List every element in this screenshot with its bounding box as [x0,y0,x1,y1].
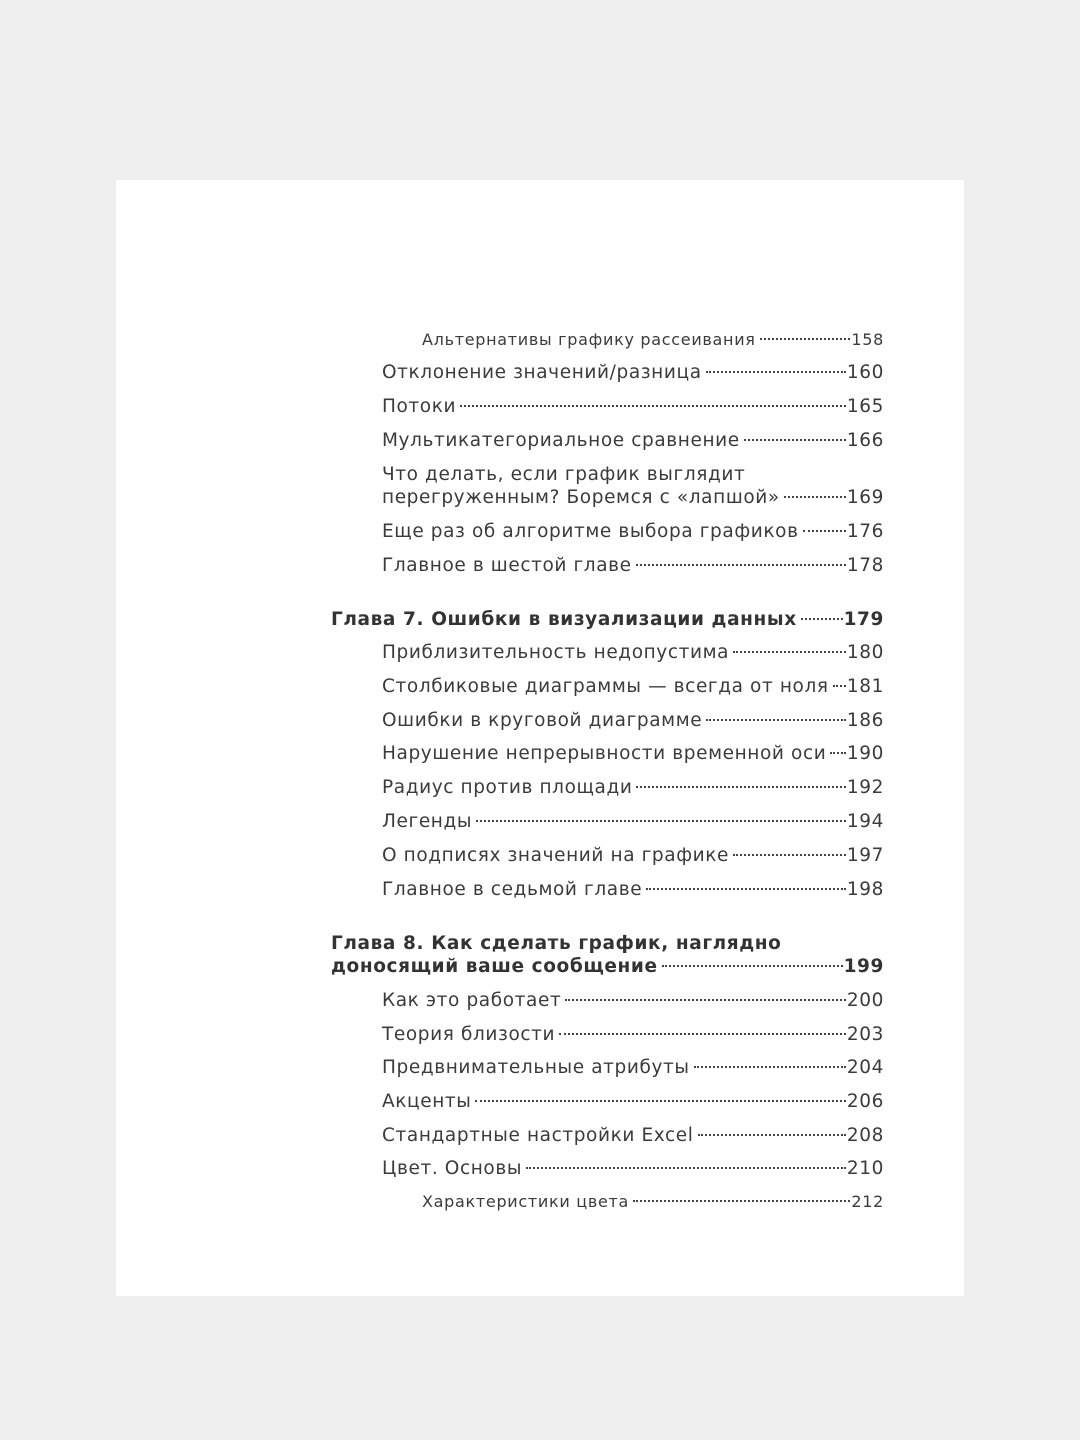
toc-entry-title-line2: перегруженным? Боремся с «лапшой» [382,487,780,508]
toc-entry [382,989,884,1012]
dot-leader [784,496,846,498]
toc-entry [382,361,884,384]
toc-entry-title: Стандартные настройки Excel [382,1125,694,1146]
toc-entry [382,1090,884,1113]
toc-entry-page: 166 [846,430,884,451]
toc-entry [382,1056,884,1079]
toc-entry-title: Главное в шестой главе [382,555,632,576]
toc-entry-page: 158 [851,330,884,349]
toc-entry-page: 190 [846,743,884,764]
toc-entry-page: 178 [846,555,884,576]
dot-leader [733,651,846,653]
chapter-title: Глава 7. Ошибки в визуализации данных [331,609,797,630]
toc-entry-page: 192 [846,777,884,798]
toc-entry-title: Цвет. Основы [382,1158,523,1179]
toc-entry-title: Теория близости [382,1024,556,1045]
toc-entry-page: 197 [846,845,884,866]
dot-leader [636,786,845,788]
dot-leader [646,888,846,890]
toc-entry-title: Потоки [382,396,457,417]
toc-entry [382,554,884,577]
toc-entry [382,395,884,418]
toc-entry-page: 194 [846,811,884,832]
toc-entry-title: Ошибки в круговой диаграмме [382,710,703,731]
dot-leader [706,371,846,373]
toc-entry-page: 204 [846,1057,884,1078]
toc-entry [382,844,884,867]
dot-leader [706,719,846,721]
dot-leader [460,405,846,407]
dot-leader [476,820,846,822]
toc-entry-page: 208 [846,1125,884,1146]
toc-entry-page: 180 [846,642,884,663]
toc-entry-title: Акценты [382,1091,472,1112]
toc-entry [382,878,884,901]
toc-entry-title: Предвнимательные атрибуты [382,1057,690,1078]
toc-entry-title: Легенды [382,811,473,832]
toc-entry-page: 210 [846,1158,884,1179]
dot-leader [698,1134,846,1136]
toc-entry [382,810,884,833]
dot-leader [744,439,846,441]
toc-entry-title: Нарушение непрерывности временной оси [382,743,827,764]
toc-entry [382,1023,884,1046]
toc-entry-title: Характеристики цвета [422,1192,630,1211]
toc-entry-page: 198 [846,879,884,900]
toc-entry-title: О подписях значений на графике [382,845,730,866]
toc-entry-title: Приблизительность недопустима [382,642,730,663]
toc-entry-page: 186 [846,710,884,731]
toc-entry [382,675,884,698]
toc-entry [382,463,884,509]
chapter-title-line2: доносящий ваше сообщение [331,956,658,977]
book-page [116,180,964,1296]
chapter-title-line1: Глава 8. Как сделать график, наглядно [331,933,782,954]
toc-entry [382,1157,884,1180]
dot-leader [694,1066,846,1068]
dot-leader [559,1033,846,1035]
dot-leader [833,685,846,687]
toc-entry-page: 206 [846,1091,884,1112]
toc-entry-title: Еще раз об алгоритме выбора графиков [382,521,799,542]
toc-entry [382,641,884,664]
toc-entry-page: 212 [851,1192,884,1211]
toc-entry [382,742,884,765]
toc-entry-page: 203 [846,1024,884,1045]
toc-entry [382,709,884,732]
toc-entry [382,429,884,452]
toc-entry-page: 176 [846,521,884,542]
toc-entry-title-line1: Что делать, если график выглядит [382,464,746,485]
dot-leader [475,1100,845,1102]
toc-entry-title: Главное в седьмой главе [382,879,643,900]
toc-entry-page: 200 [846,990,884,1011]
table-of-contents [116,180,964,1296]
dot-leader [801,618,843,620]
dot-leader [830,752,846,754]
dot-leader [803,530,846,532]
toc-entry [422,1190,884,1213]
dot-leader [636,564,846,566]
toc-entry-title: Как это работает [382,990,562,1011]
toc-entry [382,520,884,543]
toc-entry-title: Мультикатегориальное сравнение [382,430,740,451]
toc-entry-title: Столбиковые диаграммы — всегда от ноля [382,676,829,697]
toc-entry [382,776,884,799]
toc-chapter-8 [331,932,884,978]
dot-leader [733,854,846,856]
toc-entry-page: 181 [846,676,884,697]
dot-leader [633,1200,850,1202]
toc-entry-page: 169 [846,487,884,508]
toc-entry-title: Радиус против площади [382,777,633,798]
toc-entry-page: 160 [846,362,884,383]
toc-entry-title: Альтернативы графику рассеивания [422,330,756,349]
dot-leader [760,338,851,340]
dot-leader [526,1167,846,1169]
dot-leader [662,965,843,967]
dot-leader [565,999,846,1001]
toc-entry-title: Отклонение значений/разница [382,362,702,383]
toc-entry-page: 165 [846,396,884,417]
chapter-page: 199 [843,956,884,977]
chapter-page: 179 [843,609,884,630]
toc-entry [382,1124,884,1147]
toc-entry [422,328,884,351]
toc-chapter-7 [331,608,884,631]
